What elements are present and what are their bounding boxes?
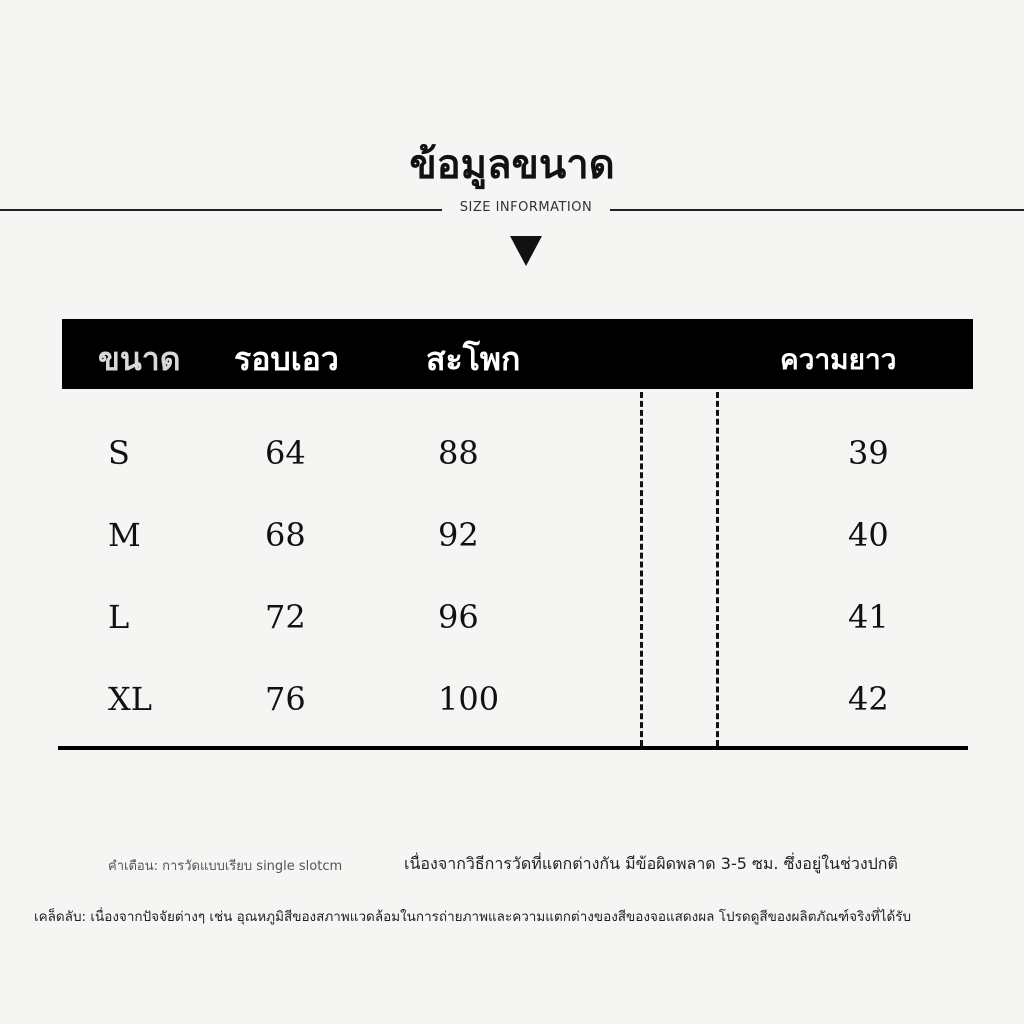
tip-note: เคล็ดลับ: เนื่องจากปัจจัยต่างๆ เช่น อุณหภูมิสีของสภาพแวดล้อมในการถ่ายภาพและความแตกต่างของสีของจอแสดงผล โปรดดูสีของผลิตภัณฑ์จริงที่ได้รับ (34, 909, 912, 925)
divider-right (610, 209, 1024, 211)
waist-cell: 68 (265, 516, 306, 554)
waist-cell: 64 (265, 434, 306, 472)
hip-cell: 92 (438, 516, 479, 554)
size-cell: XL (108, 680, 153, 718)
down-arrow-icon (510, 236, 542, 266)
header-waist: รอบเอว (234, 340, 339, 378)
divider-left (0, 209, 442, 211)
header-size: ขนาด (98, 340, 181, 378)
waist-cell: 76 (265, 680, 306, 718)
length-cell: 40 (848, 516, 889, 554)
length-cell: 41 (848, 598, 889, 636)
length-cell: 39 (848, 434, 889, 472)
waist-cell: 72 (265, 598, 306, 636)
header-hip: สะโพก (426, 340, 521, 378)
hip-cell: 96 (438, 598, 479, 636)
size-cell: S (108, 434, 130, 472)
error-margin-note: เนื่องจากวิธีการวัดที่แตกต่างกัน มีข้อผิดพลาด 3-5 ซม. ซึ่งอยู่ในช่วงปกติ (404, 854, 898, 873)
length-cell: 42 (848, 680, 889, 718)
warning-note: คำเตือน: การวัดแบบเรียบ single slotcm (108, 859, 343, 874)
page-title: ข้อมูลขนาด (409, 142, 615, 188)
subtitle: SIZE INFORMATION (459, 200, 593, 215)
hip-cell: 88 (438, 434, 479, 472)
table-header (62, 319, 973, 389)
table-row (0, 510, 1024, 560)
hip-cell: 100 (438, 680, 500, 718)
table-row (0, 674, 1024, 724)
size-cell: M (108, 516, 141, 554)
size-cell: L (108, 598, 130, 636)
table-row (0, 428, 1024, 478)
table-bottom-rule (58, 746, 968, 750)
header-length: ความยาว (780, 343, 897, 376)
table-row (0, 592, 1024, 642)
